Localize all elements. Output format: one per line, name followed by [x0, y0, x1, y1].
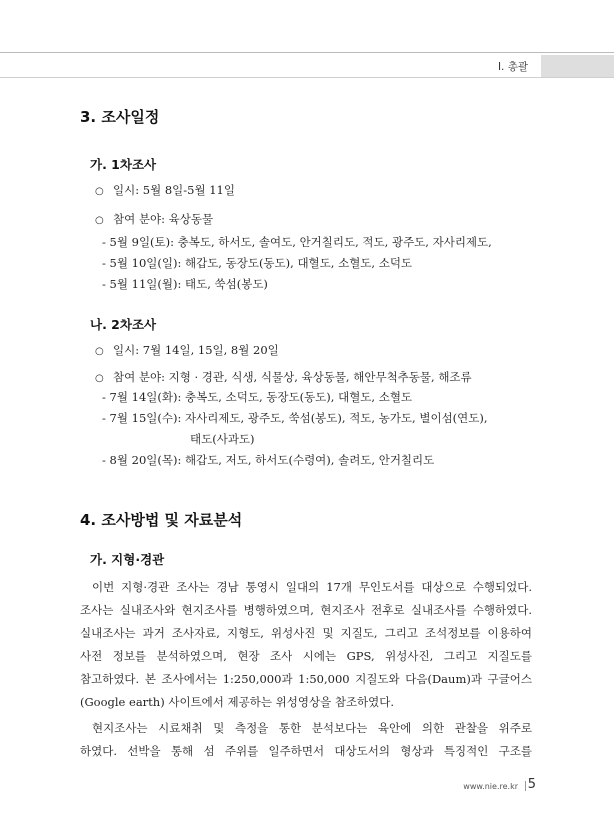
circle-bullet-icon: ○ [95, 373, 104, 384]
sub1-title: 가. 지형·경관 [90, 552, 165, 567]
paragraph-line: 이번 지형·경관 조사는 경남 통영시 일대의 17개 무인도서를 대상으로 수행되었다. [92, 580, 532, 594]
survey2-title: 나. 2차조사 [90, 317, 157, 332]
header-tab [541, 55, 614, 77]
footer-url: www.nie.re.kr [463, 782, 518, 791]
survey2-detail: - 8월 20일(목): 해갑도, 저도, 하서도(수령여), 솔려도, 안거칠리도 [102, 453, 435, 467]
paragraph-line: 참고하였다. 본 조사에서는 1:250,000과 1:50,000 지질도와 다음(Daum)과 구글어스 [80, 672, 532, 686]
top-rule [0, 52, 614, 53]
survey2-detail: - 7월 15일(수): 자사리제도, 광주도, 쑥섬(봉도), 적도, 농가도, 별이섬(연도), [102, 411, 488, 425]
survey1-bullet: ○ 참여 분야: 육상동물 [95, 212, 214, 226]
survey2-bullet: ○ 일시: 7월 14일, 15일, 8월 20일 [95, 343, 279, 357]
survey2-detail-continued: 태도(사과도) [190, 432, 255, 446]
circle-bullet-icon: ○ [95, 346, 104, 357]
header-line [0, 77, 614, 78]
paragraph-line: 현지조사는 시료채취 및 측정을 통한 분석보다는 육안에 의한 관찰을 위주로 [92, 721, 532, 735]
section4-title: 4. 조사방법 및 자료분석 [80, 511, 243, 529]
survey1-bullet: ○ 일시: 5월 8일-5월 11일 [95, 183, 235, 197]
paragraph-line: 조사는 실내조사와 현지조사를 병행하였으며, 현지조사 전후로 실내조사를 수행하였다. [80, 603, 532, 617]
running-header [0, 55, 614, 77]
footer-separator [525, 781, 526, 791]
circle-bullet-icon: ○ [95, 215, 104, 226]
survey1-detail: - 5월 10일(일): 해갑도, 동장도(동도), 대혈도, 소혈도, 소덕도 [102, 256, 413, 270]
survey1-detail: - 5월 11일(월): 태도, 쑥섬(봉도) [102, 277, 268, 291]
survey2-bullet: ○ 참여 분야: 지형 · 경관, 식생, 식물상, 육상동물, 해안무척추동물, 해조류 [95, 370, 472, 384]
survey2-detail: - 7월 14일(화): 충복도, 소덕도, 동장도(동도), 대혈도, 소혈도 [102, 390, 413, 404]
circle-bullet-icon: ○ [95, 186, 104, 197]
paragraph-line: 사전 정보를 분석하였으며, 현장 조사 시에는 GPS, 위성사진, 그리고 지질도를 [80, 649, 532, 663]
survey1-title: 가. 1차조사 [90, 157, 157, 172]
paragraph-line: 실내조사는 과거 조사자료, 지형도, 위성사진 및 지질도, 그리고 조석정보를 이용하여 [80, 626, 532, 640]
page-number: 5 [527, 777, 536, 792]
paragraph-line: 하였다. 선박을 통해 섬 주위를 일주하면서 대상도서의 형상과 특징적인 구조를 [80, 744, 532, 758]
section3-title: 3. 조사일정 [80, 108, 160, 126]
survey1-detail: - 5월 9일(토): 충복도, 하서도, 솔여도, 안거칠리도, 적도, 광주도, 자사리제도, [102, 235, 492, 249]
section-label: Ⅰ. 총괄 [497, 61, 528, 73]
paragraph-line: (Google earth) 사이트에서 제공하는 위성영상을 참조하였다. [80, 695, 395, 709]
